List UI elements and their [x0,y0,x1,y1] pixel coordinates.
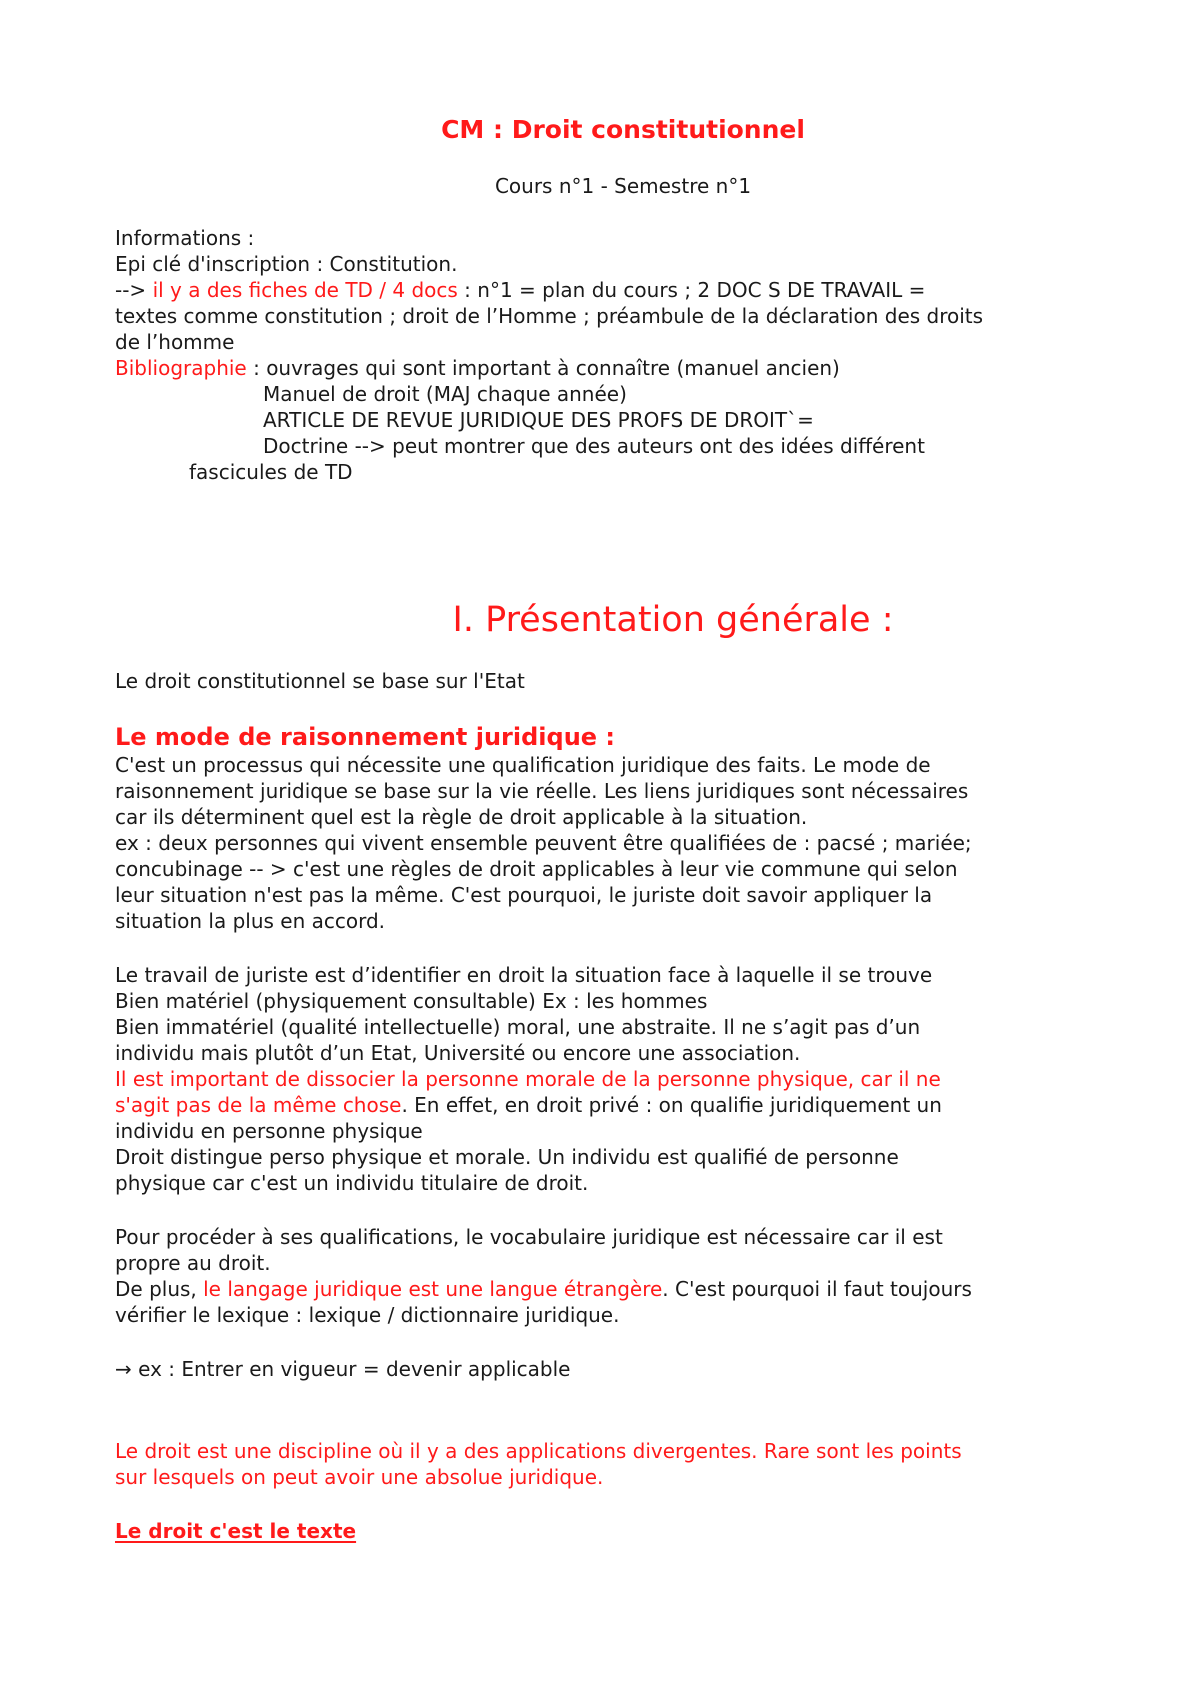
para2-highlight-line: Il est important de dissocier la personne morale de la personne physique, car il ne [115,1067,941,1091]
para1-line: ex : deux personnes qui vivent ensemble peuvent être qualifiées de : pacsé ; mariée; [115,831,972,855]
para1-line: C'est un processus qui nécessite une qualification juridique des faits. Le mode de [115,753,931,777]
example-line [115,1356,571,1382]
final-heading: Le droit c'est le texte [115,1519,357,1543]
para1-line: leur situation n'est pas la même. C'est pourquoi, le juriste doit savoir appliquer la [115,883,933,907]
para3-line: propre au droit. [115,1251,271,1275]
para1-line: raisonnement juridique se base sur la vie réelle. Les liens juridiques sont nécessaires [115,779,969,803]
fiches-line-2: textes comme constitution ; droit de l’Homme ; préambule de la déclaration des droits [115,304,984,328]
biblio-item: ARTICLE DE REVUE JURIDIQUE DES PROFS DE DROIT`= [263,408,814,432]
para2-highlight-end: s'agit pas de la même chose [115,1093,402,1117]
para2-line: Bien immatériel (qualité intellectuelle) moral, une abstraite. Il ne s’agit pas d’un [115,1015,921,1039]
example-text: ex : Entrer en vigueur = devenir applicable [131,1357,571,1381]
fiches-rest: : n°1 = plan du cours ; 2 DOC S DE TRAVAIL = [457,278,926,302]
para2-line: Droit distingue perso physique et morale. Un individu est qualifié de personne [115,1145,899,1169]
red-para-line: sur lesquels on peut avoir une absolue juridique. [115,1465,604,1489]
para3-highlight: le langage juridique est une langue étrangère [203,1277,663,1301]
intro-line: Le droit constitutionnel se base sur l'Etat [115,669,525,693]
para1-line: situation la plus en accord. [115,909,386,933]
bibliographie-rest: : ouvrages qui sont important à connaître (manuel ancien) [246,356,840,380]
para3-prefix: De plus, [115,1277,204,1301]
biblio-item: Doctrine --> peut montrer que des auteurs ont des idées différent [263,434,925,458]
para3-rest: . C'est pourquoi il faut toujours [662,1277,972,1301]
para2-mixed-line [115,1092,942,1118]
para2-line: Bien matériel (physiquement consultable) Ex : les hommes [115,989,708,1013]
arrow-right-icon: → [115,1357,132,1381]
para3-mixed-line [115,1276,972,1302]
fiches-prefix: --> [115,278,153,302]
para3-line: Pour procéder à ses qualifications, le vocabulaire juridique est nécessaire car il est [115,1225,943,1249]
document-title: CM : Droit constitutionnel [441,115,805,144]
para2-line: physique car c'est un individu titulaire de droit. [115,1171,589,1195]
fascicules-line: fascicules de TD [189,460,353,484]
fiches-line-3: de l’homme [115,330,235,354]
red-para-line: Le droit est une discipline où il y a des applications divergentes. Rare sont les points [115,1439,962,1463]
fiches-line [115,277,925,303]
para2-line: individu mais plutôt d’un Etat, Université ou encore une association. [115,1041,801,1065]
biblio-item: Manuel de droit (MAJ chaque année) [263,382,627,406]
para2-after-highlight: . En effet, en droit privé : on qualifie juridiquement un [401,1093,942,1117]
epi-line: Epi clé d'inscription : Constitution. [115,252,458,276]
para3-line: vérifier le lexique : lexique / dictionnaire juridique. [115,1303,620,1327]
informations-label: Informations : [115,226,255,250]
bibliographie-label: Bibliographie [115,356,247,380]
subheading-raisonnement: Le mode de raisonnement juridique : [115,723,616,751]
fiches-highlight: il y a des fiches de TD / 4 docs [152,278,458,302]
bibliographie-line [115,355,840,381]
para1-line: car ils déterminent quel est la règle de droit applicable à la situation. [115,805,808,829]
document-subtitle: Cours n°1 - Semestre n°1 [494,174,752,198]
para2-line: individu en personne physique [115,1119,423,1143]
section-heading: I. Présentation générale : [452,600,894,640]
para1-line: concubinage -- > c'est une règles de droit applicables à leur vie commune qui selon [115,857,958,881]
para2-line: Le travail de juriste est d’identifier en droit la situation face à laquelle il se trouve [115,963,933,987]
